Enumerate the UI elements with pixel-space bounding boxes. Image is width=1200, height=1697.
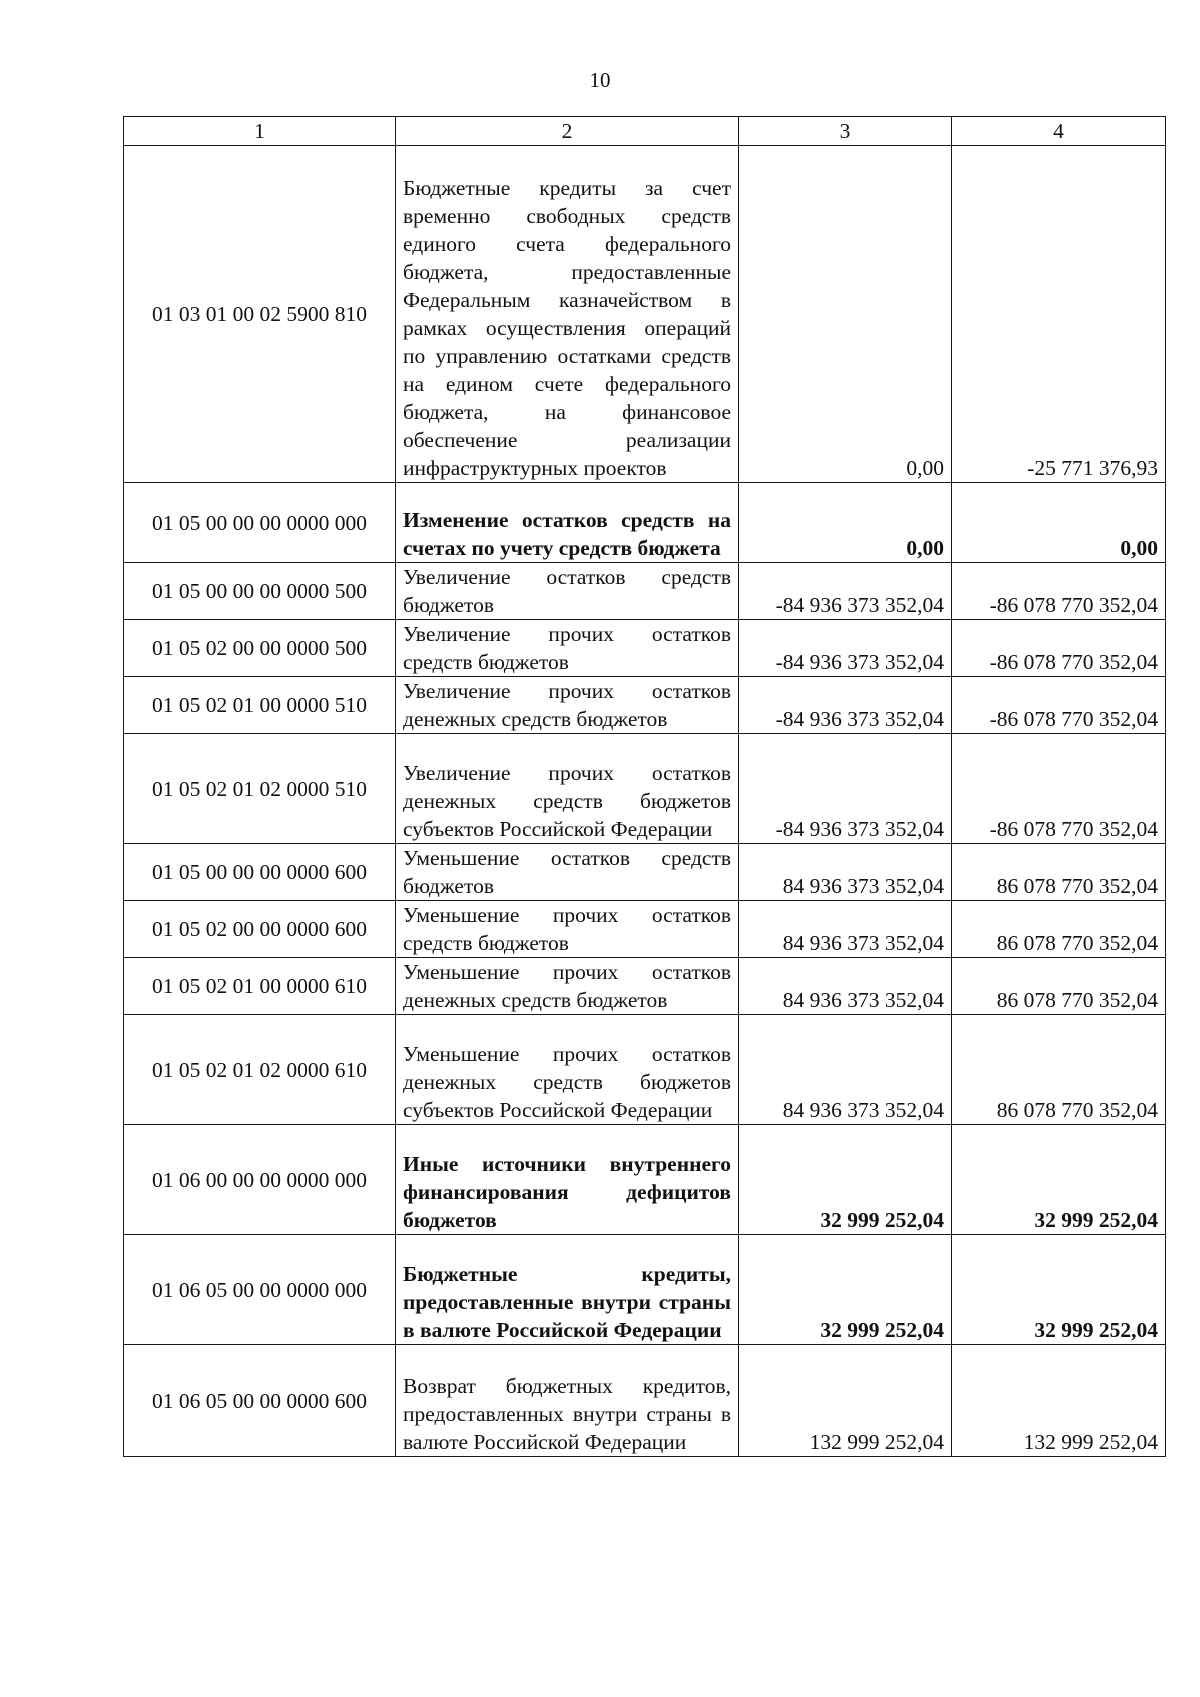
amount-column-4-cell: -86 078 770 352,04 [952, 734, 1166, 844]
amount-column-4-cell: -86 078 770 352,04 [952, 563, 1166, 620]
item-name-cell: Уменьшение прочих остатков средств бюджетов [396, 901, 739, 958]
amount-column-4-cell: -86 078 770 352,04 [952, 620, 1166, 677]
amount-column-4-cell: 32 999 252,04 [952, 1235, 1166, 1345]
table-row [124, 958, 1166, 1015]
item-name-cell: Уменьшение прочих остатков денежных средств бюджетов субъектов Российской Федерации [396, 1015, 739, 1125]
amount-column-4-cell: 86 078 770 352,04 [952, 844, 1166, 901]
amount-column-3-cell: 84 936 373 352,04 [739, 958, 952, 1015]
amount-column-3-cell: -84 936 373 352,04 [739, 620, 952, 677]
table-header-row [124, 117, 1166, 146]
page-number: 10 [589, 68, 611, 92]
amount-column-3-cell: 84 936 373 352,04 [739, 901, 952, 958]
column-number-3: 3 [739, 117, 952, 146]
table-row [124, 901, 1166, 958]
table-row [124, 844, 1166, 901]
amount-column-3-cell: 84 936 373 352,04 [739, 844, 952, 901]
table-row [124, 1015, 1166, 1125]
budget-code-cell: 01 05 02 01 00 0000 610 [124, 958, 396, 1015]
item-name-cell: Иные источники внутреннего финансирования дефицитов бюджетов [396, 1125, 739, 1235]
amount-column-4-cell: 86 078 770 352,04 [952, 901, 1166, 958]
table-row [124, 1125, 1166, 1235]
item-name-cell: Уменьшение прочих остатков денежных средств бюджетов [396, 958, 739, 1015]
budget-code-cell: 01 05 00 00 00 0000 000 [124, 483, 396, 563]
budget-sources-table [123, 116, 1166, 1457]
amount-column-3-cell: -84 936 373 352,04 [739, 734, 952, 844]
column-number-2: 2 [396, 117, 739, 146]
table-row [124, 620, 1166, 677]
budget-code-cell: 01 05 00 00 00 0000 600 [124, 844, 396, 901]
item-name-cell: Возврат бюджетных кредитов, предоставленных внутри страны в валюте Российской Федерации [396, 1345, 739, 1457]
item-name-cell: Увеличение прочих остатков денежных средств бюджетов субъектов Российской Федерации [396, 734, 739, 844]
amount-column-4-cell: 32 999 252,04 [952, 1125, 1166, 1235]
column-number-1: 1 [124, 117, 396, 146]
amount-column-3-cell: 132 999 252,04 [739, 1345, 952, 1457]
item-name-cell: Бюджетные кредиты, предоставленные внутри страны в валюте Российской Федерации [396, 1235, 739, 1345]
amount-column-3-cell: 32 999 252,04 [739, 1125, 952, 1235]
amount-column-4-cell: 86 078 770 352,04 [952, 958, 1166, 1015]
budget-code-cell: 01 06 05 00 00 0000 600 [124, 1345, 396, 1457]
budget-code-cell: 01 05 02 00 00 0000 500 [124, 620, 396, 677]
item-name-cell: Изменение остатков средств на счетах по учету средств бюджета [396, 483, 739, 563]
amount-column-3-cell: 0,00 [739, 483, 952, 563]
item-name-cell: Увеличение прочих остатков денежных средств бюджетов [396, 677, 739, 734]
table-row [124, 1235, 1166, 1345]
amount-column-4-cell: -86 078 770 352,04 [952, 677, 1166, 734]
table-row [124, 146, 1166, 483]
table-row [124, 677, 1166, 734]
budget-code-cell: 01 06 00 00 00 0000 000 [124, 1125, 396, 1235]
amount-column-3-cell: -84 936 373 352,04 [739, 677, 952, 734]
item-name-cell: Бюджетные кредиты за счет временно свободных средств единого счета федерального бюджета, предоставленные Федеральным казначейством в рамках осуществления операций по управлению остатками средств на едином счете федерального бюджета, на финансовое обеспечение реализации инфраструктурных проектов [396, 146, 739, 483]
amount-column-4-cell: 0,00 [952, 483, 1166, 563]
budget-code-cell: 01 05 00 00 00 0000 500 [124, 563, 396, 620]
item-name-cell: Увеличение прочих остатков средств бюджетов [396, 620, 739, 677]
item-name-cell: Уменьшение остатков средств бюджетов [396, 844, 739, 901]
table-row [124, 1345, 1166, 1457]
budget-code-cell: 01 03 01 00 02 5900 810 [124, 146, 396, 483]
amount-column-4-cell: -25 771 376,93 [952, 146, 1166, 483]
column-number-4: 4 [952, 117, 1166, 146]
budget-code-cell: 01 05 02 00 00 0000 600 [124, 901, 396, 958]
amount-column-3-cell: 84 936 373 352,04 [739, 1015, 952, 1125]
amount-column-3-cell: 32 999 252,04 [739, 1235, 952, 1345]
budget-code-cell: 01 05 02 01 02 0000 610 [124, 1015, 396, 1125]
amount-column-3-cell: -84 936 373 352,04 [739, 563, 952, 620]
budget-code-cell: 01 05 02 01 02 0000 510 [124, 734, 396, 844]
table-row [124, 483, 1166, 563]
budget-code-cell: 01 06 05 00 00 0000 000 [124, 1235, 396, 1345]
item-name-cell: Увеличение остатков средств бюджетов [396, 563, 739, 620]
amount-column-4-cell: 132 999 252,04 [952, 1345, 1166, 1457]
amount-column-4-cell: 86 078 770 352,04 [952, 1015, 1166, 1125]
budget-code-cell: 01 05 02 01 00 0000 510 [124, 677, 396, 734]
amount-column-3-cell: 0,00 [739, 146, 952, 483]
table-row [124, 563, 1166, 620]
table-row [124, 734, 1166, 844]
